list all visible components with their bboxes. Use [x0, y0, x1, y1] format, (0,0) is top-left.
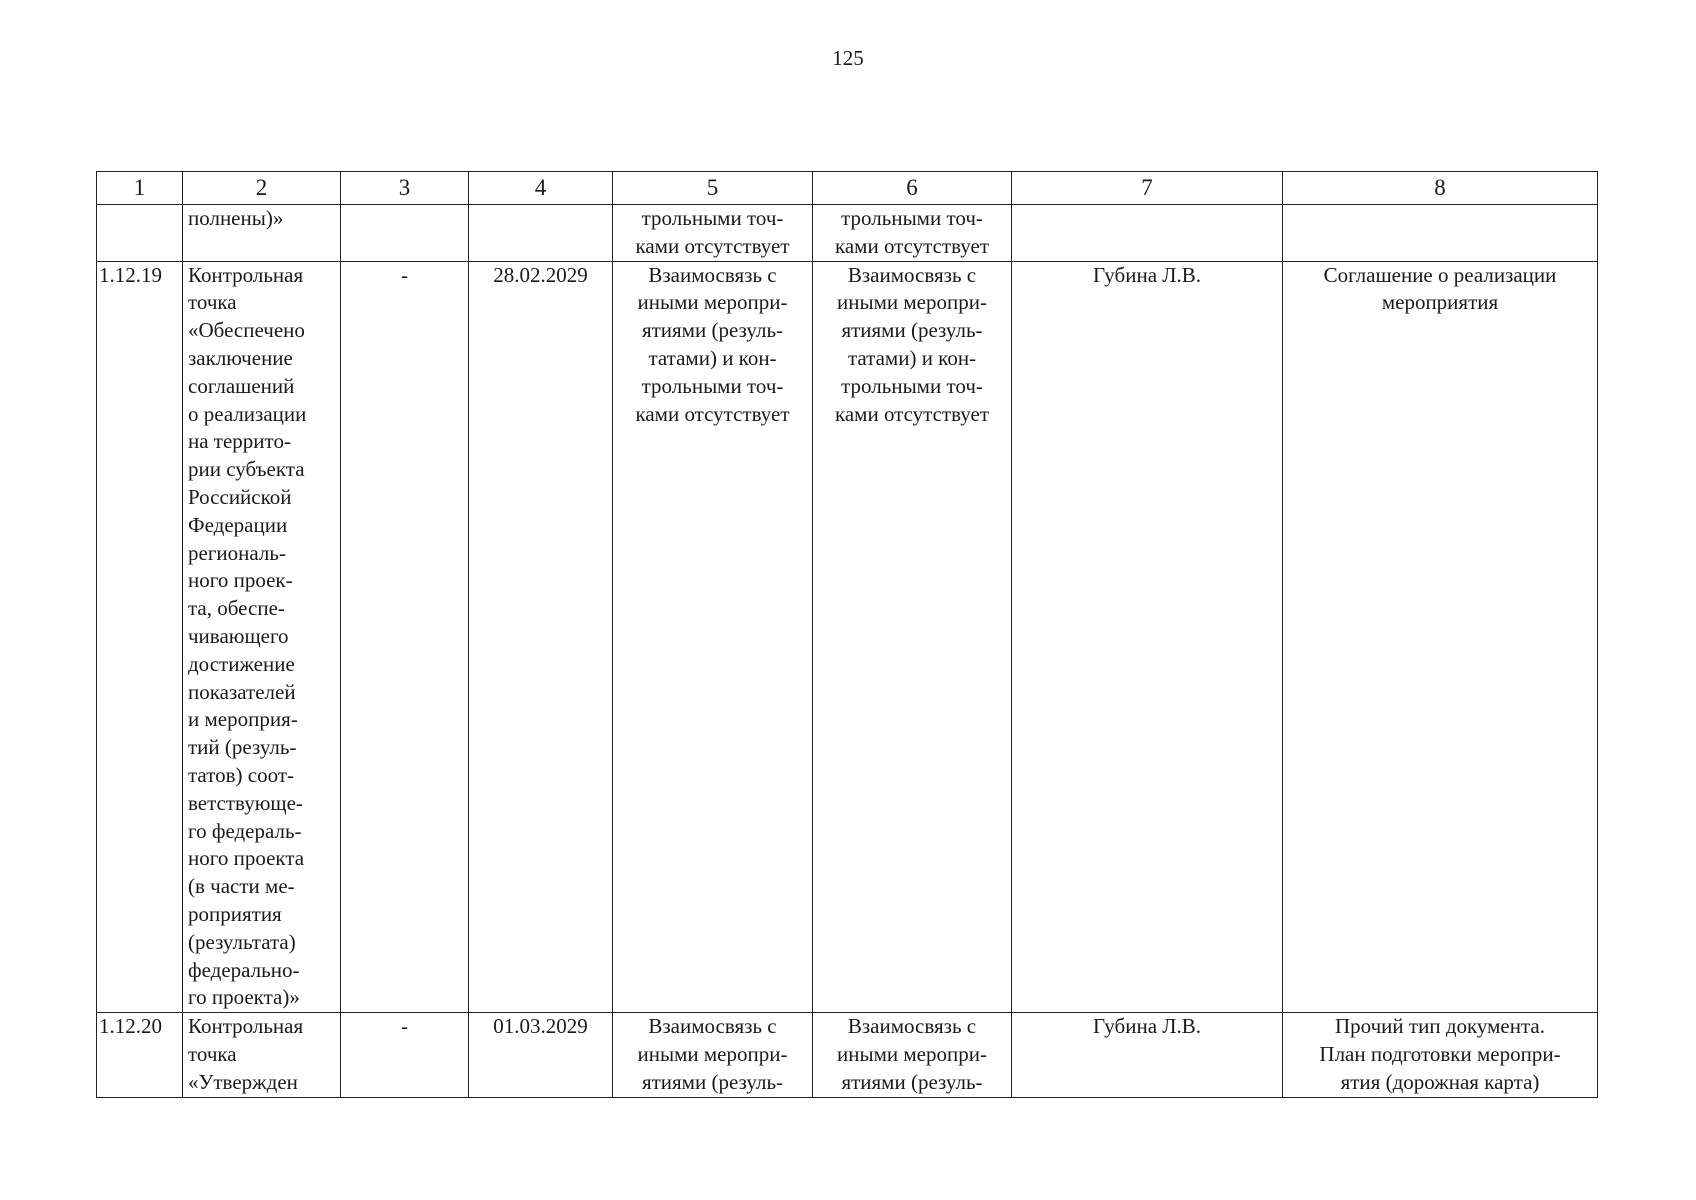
cell-text-line: ятиями (резуль- [641, 1069, 784, 1094]
cell-text-line: Соглашение о реализации [1323, 262, 1557, 287]
cell-text-line: трольными точ- [641, 206, 784, 230]
cell-text-line: го федераль- [188, 818, 302, 843]
name-cell [183, 1013, 341, 1097]
table-row [97, 261, 1598, 1013]
cell-text-line: на террито- [188, 429, 291, 454]
column-header: 3 [341, 172, 469, 205]
header-row [97, 172, 1598, 205]
responsible-cell: Губина Л.В. [1012, 261, 1283, 1013]
table-row [97, 1013, 1598, 1097]
column-header: 5 [613, 172, 813, 205]
cell-text-line: План подготовки меропри- [1319, 1041, 1561, 1066]
activity-table [96, 171, 1598, 1098]
col3-cell: - [341, 261, 469, 1013]
cell-text-line: показателей [188, 679, 296, 704]
cell-text-line: иными меропри- [637, 290, 788, 315]
col3-cell [341, 205, 469, 262]
document-type-cell [1283, 205, 1598, 262]
column-header: 7 [1012, 172, 1283, 205]
cell-text-line: ятиями (резуль- [841, 318, 983, 343]
name-cell [183, 205, 341, 262]
cell-text-line: ками отсутствует [635, 233, 790, 258]
cell-text-line: трольными точ- [841, 373, 983, 398]
date-cell: 01.03.2029 [469, 1013, 613, 1097]
cell-text-line: Контрольная [188, 262, 304, 287]
cell-text-line: полнены)» [188, 206, 284, 230]
cell-text-line: та, обеспе- [188, 596, 285, 621]
cell-text-line: Взаимосвязь с [847, 262, 977, 287]
cell-text-line: о реализации [188, 401, 307, 426]
cell-text-line: Взаимосвязь с [648, 262, 777, 287]
relation-next-cell [813, 1013, 1012, 1097]
cell-text-line: Контрольная [188, 1014, 304, 1039]
relation-next-cell [813, 261, 1012, 1013]
cell-text-line: «Обеспечено [188, 318, 305, 343]
cell-text-line: ятиями (резуль- [841, 1069, 983, 1094]
cell-text-line: ветствующе- [188, 790, 303, 815]
cell-text-line: рии субъекта [188, 457, 305, 482]
table-row [97, 205, 1598, 262]
cell-text-line: «Утвержден [188, 1069, 298, 1094]
cell-text-line: ками отсутствует [834, 401, 990, 426]
date-cell: 28.02.2029 [469, 261, 613, 1013]
cell-text-line: региональ- [188, 540, 286, 565]
cell-text-line: ного проекта [188, 846, 305, 871]
relation-prev-cell [613, 261, 813, 1013]
cell-text-line: (в части ме- [188, 874, 295, 899]
cell-text-line: тий (резуль- [188, 735, 297, 760]
cell-text-line: точка [188, 1041, 237, 1066]
cell-text-line: федерально- [188, 957, 300, 982]
cell-text-line: иными меропри- [637, 1041, 788, 1066]
cell-text-line: соглашений [188, 373, 295, 398]
date-cell [469, 205, 613, 262]
relation-prev-cell [613, 1013, 813, 1097]
cell-text-line: татами) и кон- [648, 345, 777, 370]
cell-text-line: роприятия [188, 901, 282, 926]
cell-text-line: Взаимосвязь с [648, 1014, 777, 1039]
cell-text-line: чивающего [188, 623, 289, 648]
relation-prev-cell [613, 205, 813, 262]
cell-text-line: мероприятия [1381, 290, 1499, 315]
cell-text-line: Взаимосвязь с [847, 1014, 977, 1039]
relation-next-cell [813, 205, 1012, 262]
responsible-cell: Губина Л.В. [1012, 1013, 1283, 1097]
cell-text-line: ятиями (резуль- [641, 318, 784, 343]
column-header: 4 [469, 172, 613, 205]
cell-text-line: иными меропри- [837, 1041, 987, 1066]
column-header: 8 [1283, 172, 1598, 205]
cell-text-line: трольными точ- [641, 373, 784, 398]
cell-text-line: ятия (дорожная карта) [1340, 1069, 1540, 1094]
cell-text-line: ками отсутствует [834, 233, 990, 258]
document-type-cell [1283, 1013, 1598, 1097]
cell-text-line: Прочий тип документа. [1335, 1014, 1545, 1039]
table-body [97, 172, 1598, 1098]
cell-text-line: точка [188, 290, 237, 315]
cell-text-line: ками отсутствует [635, 401, 790, 426]
cell-text-line: Российской [188, 484, 292, 509]
row-number-cell: 1.12.20 [97, 1013, 183, 1097]
col3-cell: - [341, 1013, 469, 1097]
document-type-cell [1283, 261, 1598, 1013]
cell-text-line: ного проек- [188, 568, 293, 593]
cell-text-line: и мероприя- [188, 707, 298, 732]
column-header: 6 [813, 172, 1012, 205]
page-number: 125 [832, 46, 864, 70]
row-number-cell [97, 205, 183, 262]
cell-text-line: достижение [188, 651, 295, 676]
responsible-cell [1012, 205, 1283, 262]
cell-text-line: татов) соот- [188, 762, 294, 787]
cell-text-line: иными меропри- [837, 290, 987, 315]
cell-text-line: заключение [188, 345, 293, 370]
cell-text-line: (результата) [188, 929, 296, 954]
cell-text-line: татами) и кон- [847, 345, 977, 370]
cell-text-line: го проекта)» [188, 985, 300, 1010]
column-header: 1 [97, 172, 183, 205]
cell-text-line: трольными точ- [841, 206, 983, 230]
cell-text-line: Федерации [188, 512, 288, 537]
row-number-cell: 1.12.19 [97, 261, 183, 1013]
name-cell [183, 261, 341, 1013]
column-header: 2 [183, 172, 341, 205]
